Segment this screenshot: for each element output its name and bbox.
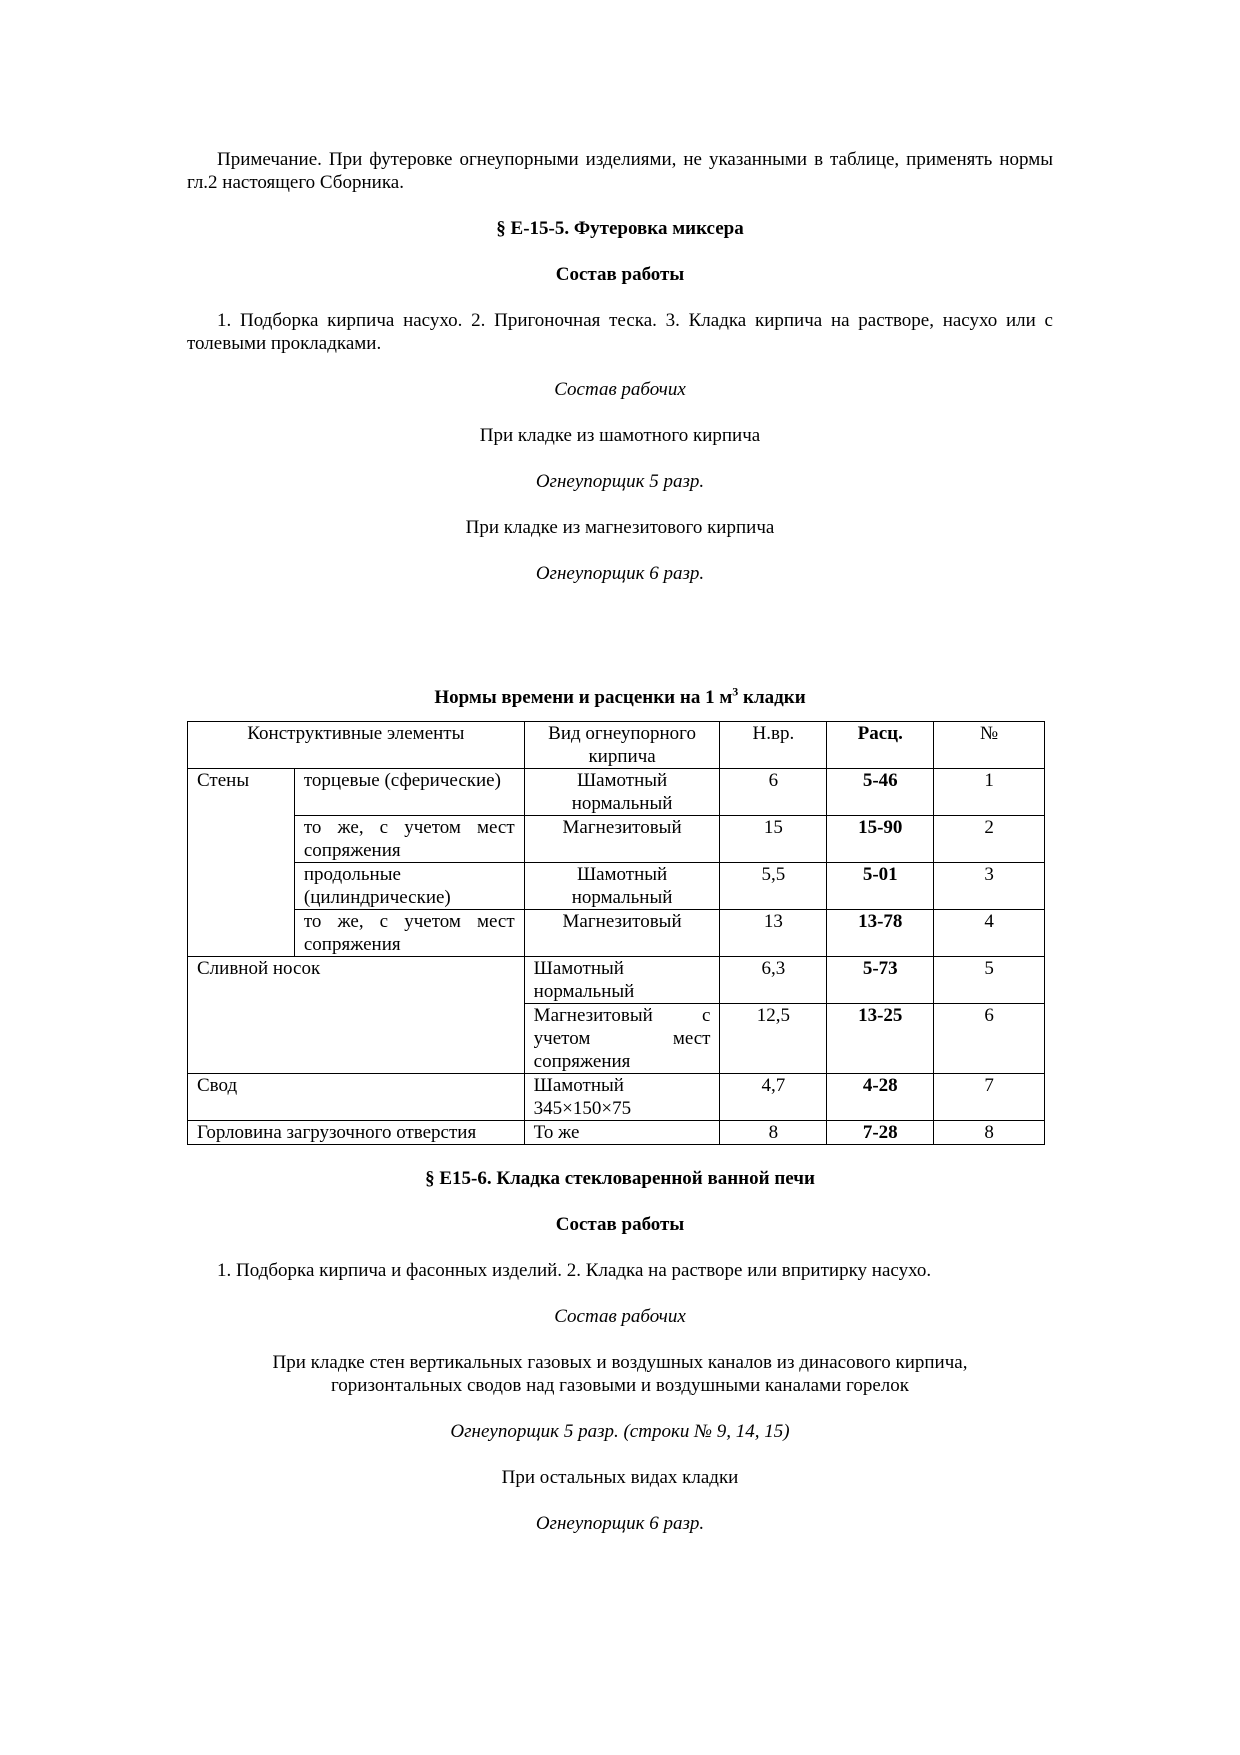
header-cell: № (934, 722, 1045, 769)
element-cell: то же, с учетом мест сопряжения (294, 910, 524, 957)
document-page (187, 148, 1053, 1535)
workers-heading: Состав рабочих (554, 379, 686, 400)
note-paragraph: Примечание. При футеровке огнеупорными изделиями, не указанными в таблице, применять нормы гл.2 настоящего Сборника. (187, 149, 1053, 193)
header-cell: Н.вр. (720, 722, 827, 769)
rate-cell: 5-46 (827, 769, 934, 816)
num-cell: 2 (934, 816, 1045, 863)
section-title: § Е-15-5. Футеровка миксера (496, 218, 744, 239)
workers-case: При кладке из шамотного кирпича (479, 425, 761, 446)
nvr-cell: 15 (720, 816, 827, 863)
walls-label: Стены (188, 769, 295, 957)
work-text: 1. Подборка кирпича насухо. 2. Пригоночная теска. 3. Кладка кирпича на растворе, насухо или с толевыми прокладками. (187, 310, 1053, 354)
num-cell: 6 (934, 1004, 1045, 1074)
num-cell: 8 (934, 1121, 1045, 1145)
header-cell: Вид огнеупорного кирпича (524, 722, 720, 769)
rate-cell: 15-90 (827, 816, 934, 863)
brick-cell: То же (524, 1121, 720, 1145)
num-cell: 5 (934, 957, 1045, 1004)
table-title (187, 686, 1053, 709)
table-row (188, 863, 1045, 910)
brick-cell: Магнезитовый с учетом мест сопряжения (524, 1004, 720, 1074)
worker-grade: Огнеупорщик 5 разр. (строки № 9, 14, 15) (450, 1421, 790, 1442)
worker-grade: Огнеупорщик 5 разр. (535, 471, 705, 492)
brick-cell: Шамотный нормальный (524, 957, 720, 1004)
brick-cell: Магнезитовый (524, 816, 720, 863)
table-title-text: Нормы времени и расценки на 1 м (434, 687, 733, 708)
nvr-cell: 5,5 (720, 863, 827, 910)
num-cell: 3 (934, 863, 1045, 910)
num-cell: 1 (934, 769, 1045, 816)
table-header-row (188, 722, 1045, 769)
element-cell: Свод (188, 1074, 525, 1121)
element-cell: продольные (цилиндрические) (294, 863, 524, 910)
section-title: § Е15-6. Кладка стекловаренной ванной печи (425, 1168, 815, 1189)
brick-cell: Шамотный нормальный (524, 769, 720, 816)
table-row (188, 910, 1045, 957)
rate-cell: 13-25 (827, 1004, 934, 1074)
header-cell: Расц. (827, 722, 934, 769)
norms-table (187, 721, 1045, 1145)
workers-case: При кладке стен вертикальных газовых и воздушных каналов из динасового кирпича, горизонтальных сводов над газовыми и воздушными каналами горелок (272, 1352, 968, 1396)
table-title-tail: кладки (738, 687, 806, 708)
nvr-cell: 13 (720, 910, 827, 957)
num-cell: 7 (934, 1074, 1045, 1121)
table-row (188, 957, 1045, 1004)
element-cell: то же, с учетом мест сопряжения (294, 816, 524, 863)
worker-grade: Огнеупорщик 6 разр. (535, 563, 705, 584)
nvr-cell: 6,3 (720, 957, 827, 1004)
work-heading: Состав работы (555, 1214, 685, 1235)
workers-case: При кладке из магнезитового кирпича (465, 517, 775, 538)
spout-label: Сливной носок (188, 957, 525, 1074)
nvr-cell: 4,7 (720, 1074, 827, 1121)
table-row (188, 1121, 1045, 1145)
header-cell: Конструктивные элементы (188, 722, 525, 769)
element-cell: Горловина загрузочного отверстия (188, 1121, 525, 1145)
table-row (188, 769, 1045, 816)
nvr-cell: 12,5 (720, 1004, 827, 1074)
element-cell: торцевые (сферические) (294, 769, 524, 816)
rate-cell: 5-73 (827, 957, 934, 1004)
worker-grade: Огнеупорщик 6 разр. (535, 1513, 705, 1534)
table-title-superscript: 3 (732, 684, 739, 699)
work-heading: Состав работы (555, 264, 685, 285)
rate-cell: 4-28 (827, 1074, 934, 1121)
brick-cell: Шамотный нормальный (524, 863, 720, 910)
table-row (188, 1074, 1045, 1121)
rate-cell: 7-28 (827, 1121, 934, 1145)
brick-cell: Шамотный 345×150×75 (524, 1074, 720, 1121)
brick-cell: Магнезитовый (524, 910, 720, 957)
num-cell: 4 (934, 910, 1045, 957)
nvr-cell: 6 (720, 769, 827, 816)
nvr-cell: 8 (720, 1121, 827, 1145)
work-text: 1. Подборка кирпича и фасонных изделий. 2. Кладка на растворе или впритирку насухо. (217, 1260, 932, 1281)
table-row (188, 816, 1045, 863)
rate-cell: 5-01 (827, 863, 934, 910)
workers-case: При остальных видах кладки (501, 1467, 739, 1488)
workers-heading: Состав рабочих (554, 1306, 686, 1327)
rate-cell: 13-78 (827, 910, 934, 957)
